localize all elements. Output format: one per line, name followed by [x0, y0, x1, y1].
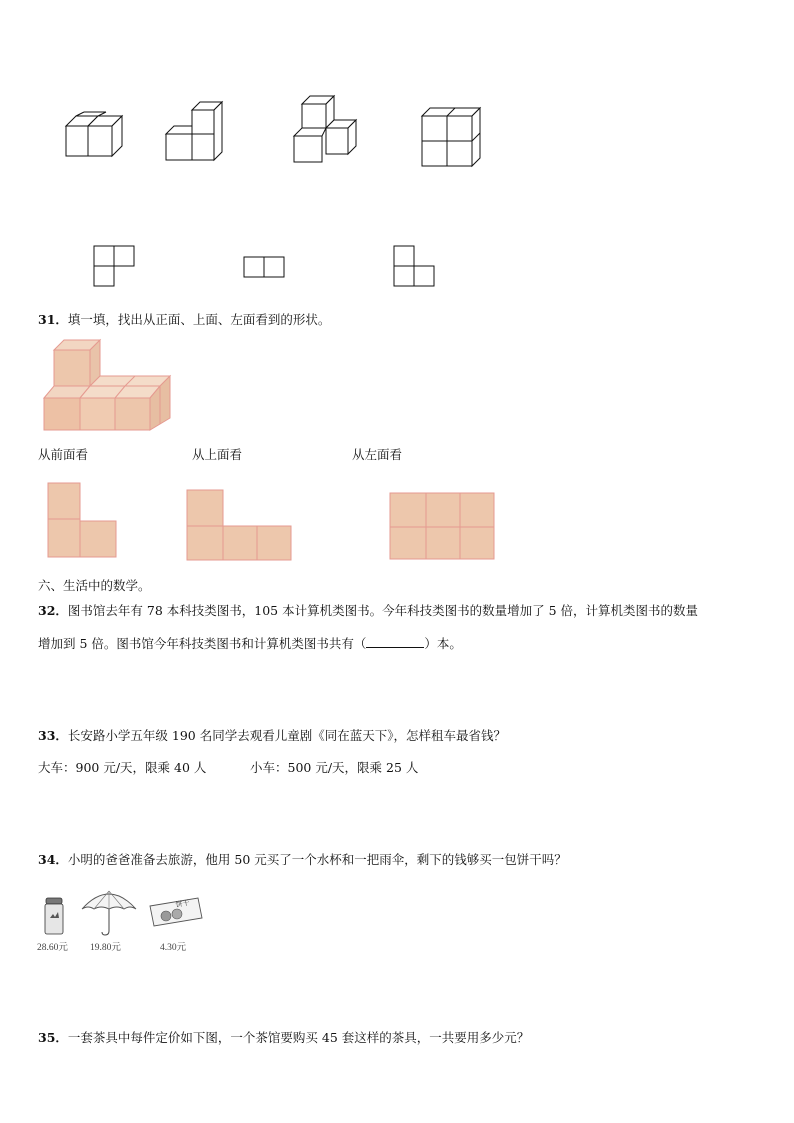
- question-text: 图书馆去年有 78 本科技类图书，105 本计算机类图书。今年科技类图书的数量增加了 5 倍，计算机类图书的数量: [67, 603, 698, 618]
- biscuit-package-icon: [146, 896, 206, 930]
- label-left-view: 从左面看: [352, 447, 403, 462]
- front-view-shape: [46, 481, 120, 561]
- cube-stack-3d: [40, 338, 172, 434]
- cup-price: 28.60元: [37, 943, 68, 953]
- question-text: 长安路小学五年级 190 名同学去观看儿童剧《同在蓝天下》，怎样租车最省钱？: [67, 728, 506, 743]
- question-text: 填一填，找出从正面、上面、左面看到的形状。: [67, 312, 331, 327]
- cube-figure-c: [290, 94, 362, 164]
- top-view-shape: [185, 488, 295, 564]
- question-number: 33．: [38, 728, 68, 743]
- section-title: 六、生活中的数学。: [38, 578, 151, 593]
- question-35: [38, 1030, 529, 1046]
- question-32-line2: [38, 636, 462, 652]
- biscuit-price: 4.30元: [160, 943, 187, 953]
- left-view-shape: [388, 491, 498, 563]
- question-32-line1: [38, 603, 698, 619]
- question-text: 增加到 5 倍。图书馆今年科技类图书和计算机类图书共有（: [38, 636, 367, 651]
- small-bus-info: 小车：500 元/天，限乘 25 人: [250, 760, 419, 775]
- label-front-view: 从前面看: [38, 447, 89, 462]
- big-bus-info: 大车：900 元/天，限乘 40 人: [38, 760, 207, 775]
- answer-blank[interactable]: [366, 637, 424, 648]
- cup-icon: [42, 896, 66, 936]
- cube-figure-d: [420, 104, 486, 168]
- umbrella-price: 19.80元: [90, 943, 121, 953]
- question-text: 一套茶具中每件定价如下图，一个茶馆要购买 45 套这样的茶具，一共要用多少元？: [67, 1030, 530, 1045]
- question-number: 32．: [38, 603, 68, 618]
- cube-figure-b: [164, 98, 228, 162]
- question-text: 小明的爸爸准备去旅游，他用 50 元买了一个水杯和一把雨伞，剩下的钱够买一包饼干吗？: [67, 852, 567, 867]
- question-number: 31．: [38, 312, 68, 327]
- question-text: ）本。: [424, 636, 462, 651]
- question-31: [38, 312, 330, 328]
- cube-figure-a: [62, 110, 128, 162]
- view-shape-1: [92, 244, 138, 288]
- question-34: [38, 852, 567, 868]
- label-top-view: 从上面看: [192, 447, 243, 462]
- biscuit-package-text: 饼干: [175, 898, 191, 909]
- question-number: 34．: [38, 852, 68, 867]
- view-shape-2: [242, 255, 288, 279]
- question-33: [38, 728, 506, 744]
- umbrella-icon: [80, 887, 138, 937]
- question-number: 35．: [38, 1030, 68, 1045]
- view-shape-3: [392, 244, 438, 288]
